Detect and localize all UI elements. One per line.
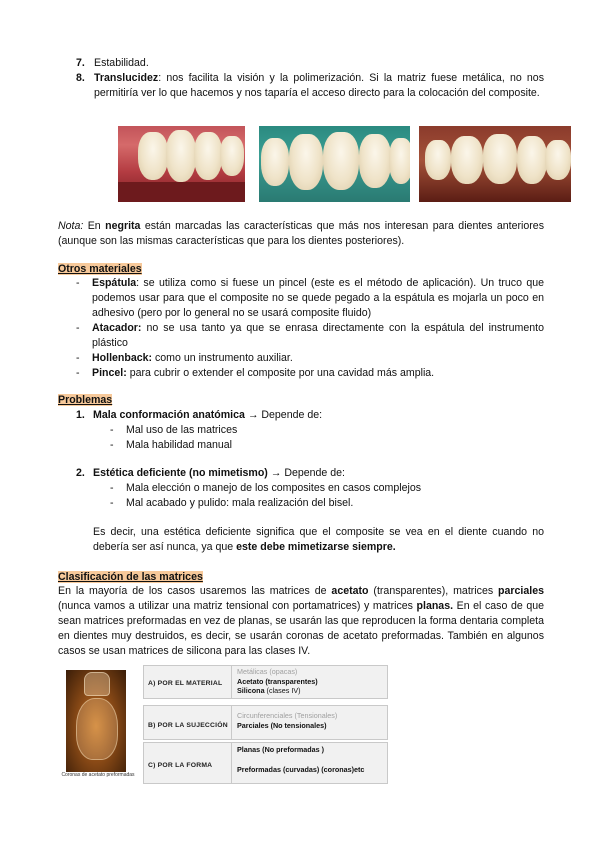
sub-item: - Mala elección o manejo de los composites en casos complejos — [110, 482, 422, 494]
class-label-sujeccion-text: B) POR LA SUJECCIÓN — [148, 722, 228, 729]
teeth-photo-3 — [419, 126, 571, 202]
otros-list — [76, 276, 544, 381]
class-options-forma-text: Planas (No preformadas ) Preformadas (curvadas) (coronas)etc — [237, 745, 365, 774]
problem-2: 2. Estética deficiente (no mimetismo) → Depende de: - Mala elección o manejo de los composites en casos complejos - Mal acabado y pulido: mala realización del bisel. — [76, 466, 544, 481]
sub-item: - Mal uso de las matrices — [110, 424, 238, 436]
list-item: - Espátula: se utiliza como si fuese un pincel (este es el método de aplicación). Un truco que podemos usar para que el composite no se quede pegado a la espátula es mojarla un poco en adhesivo (pero por lo general no se usará composite fluido) — [76, 277, 544, 319]
section-heading-clasificacion: Clasificación de las matrices — [58, 571, 203, 583]
list-number: 7. — [76, 57, 85, 69]
list-text: : nos facilita la visión y la polimerización. Si la matriz fuese metálica, no nos permitiría ver lo que hacemos y nos taparía el acceso directo para la colocación del composite. — [94, 72, 544, 99]
nota-bold-word: negrita — [105, 220, 141, 232]
list-item: - Hollenback: como un instrumento auxiliar. — [76, 352, 293, 364]
teeth-photo-1 — [118, 126, 245, 202]
nota-lead: Nota: — [58, 220, 84, 232]
list-item-8 — [76, 71, 544, 99]
teeth-photo-2 — [259, 126, 410, 202]
nota-paragraph: Nota: En negrita están marcadas las características que más nos interesan para dientes anteriores (aunque son las mismas características que para los dientes posteriores). — [58, 220, 544, 247]
clasificacion-paragraph: En la mayoría de los casos usaremos las matrices de acetato (transparentes), matrices parciales (nunca vamos a utilizar una matriz tensional con portamatrices) y matrices planas. En el caso de que sean matrices preformadas en vez de planas, se usarán las que reproducen la forma dentaria completa en dientes muy destruidos, es decir, se usarán coronas de acetato preformadas. También en algunos casos se usan matrices de silicona para las clases IV. — [58, 585, 544, 657]
class-options-sujeccion-text: Circunferenciales (Tensionales) Parciales (No tensionales) — [237, 711, 338, 730]
problem-1: 1. Mala conformación anatómica → Depende de: - Mal uso de las matrices - Mala habilidad manual — [76, 408, 544, 423]
sub-item: - Mal acabado y pulido: mala realización del bisel. — [110, 497, 354, 509]
class-label-forma-text: C) POR LA FORMA — [148, 762, 213, 769]
class-label-material-text: A) POR EL MATERIAL — [148, 680, 223, 687]
list-number: 8. — [76, 72, 85, 84]
problemas-paragraph: Es decir, una estética deficiente significa que el composite se vea en el diente cuando no debería ser así nunca, ya que este debe mimetizarse siempre. — [93, 526, 544, 553]
figure-caption: Coronas de acetato preformadas — [61, 772, 135, 778]
list-item: - Atacador: no se usa tanto ya que se enrasa directamente con la espátula del instrumento plástico — [76, 322, 544, 349]
list-item: - Pincel: para cubrir o extender el composite por una cavidad más amplia. — [76, 367, 435, 379]
section-heading-otros: Otros materiales — [58, 263, 142, 275]
section-heading-problemas: Problemas — [58, 394, 113, 406]
list-item-7 — [76, 56, 546, 71]
acetate-crowns-photo — [66, 670, 126, 772]
list-text: Estabilidad. — [94, 57, 149, 69]
class-options-material-text: Metálicas (opacas) Acetato (transparentes) Silicona (clases IV) — [237, 667, 318, 695]
sub-item: - Mala habilidad manual — [110, 439, 233, 451]
term-translucidez: Translucidez — [94, 72, 159, 84]
